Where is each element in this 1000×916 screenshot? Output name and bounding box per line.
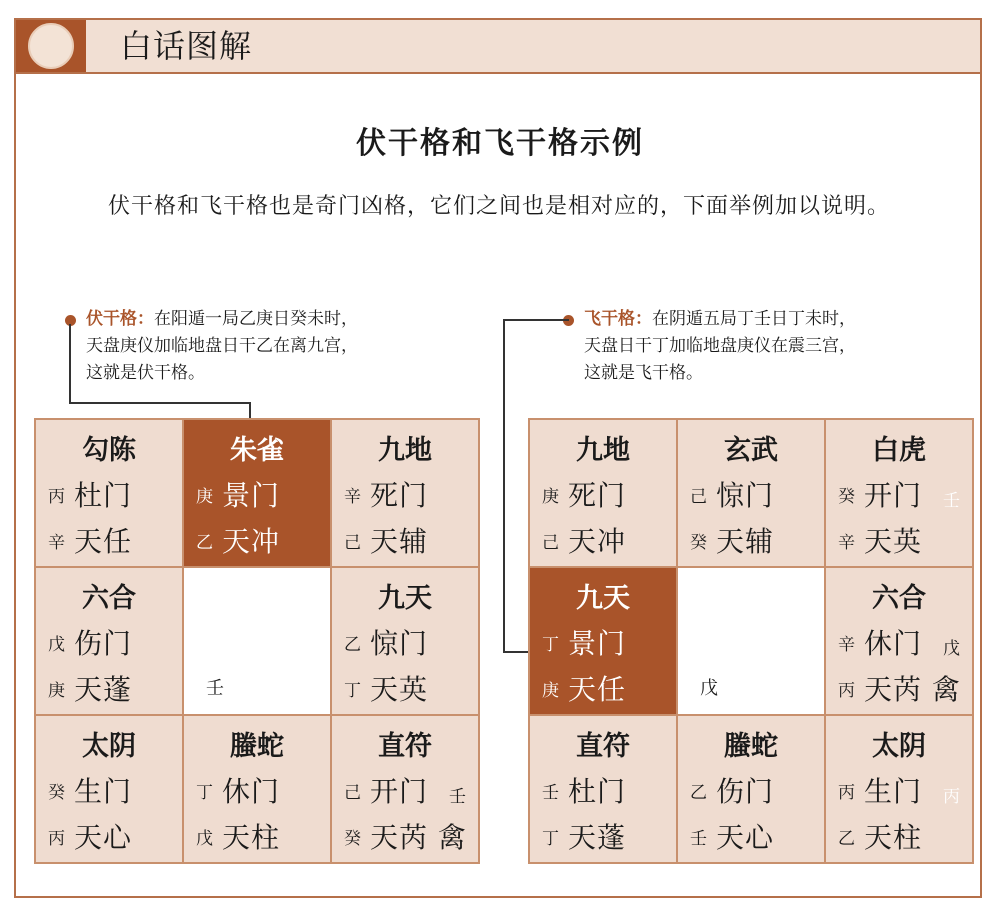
- door-row: [838, 772, 922, 808]
- palace-cell: [332, 568, 478, 714]
- left-note: [86, 306, 358, 387]
- heaven-stem: 癸: [838, 486, 855, 507]
- deity-name: 朱雀: [230, 435, 284, 466]
- heaven-stem: 丙: [838, 782, 855, 803]
- section-header: [14, 18, 982, 74]
- star-row: [542, 818, 626, 854]
- star-name: 天蓬: [74, 673, 133, 706]
- logo-block: [16, 20, 86, 72]
- extra-stem: 戊: [943, 639, 960, 659]
- deity-name: 螣蛇: [724, 731, 778, 762]
- palace-cell: [530, 568, 676, 714]
- door-row: [48, 772, 132, 808]
- palace-cell: [36, 568, 182, 714]
- star-row: [344, 522, 428, 558]
- star-row: [838, 670, 961, 706]
- star-name: 天辅: [716, 525, 775, 558]
- door-name: 伤门: [74, 627, 133, 660]
- door-name: 惊门: [716, 479, 775, 512]
- star-name: 天芮 禽: [370, 821, 467, 854]
- palace-cell: [184, 420, 330, 566]
- left-connector-h: [69, 402, 251, 404]
- star-row: [690, 818, 774, 854]
- center-stem: 戊: [700, 678, 718, 699]
- door-row: [542, 772, 626, 808]
- earth-stem: 丙: [48, 828, 65, 849]
- deity-name: 九地: [378, 435, 432, 466]
- star-name: 天柱: [222, 821, 281, 854]
- extra-stem: 壬: [449, 787, 466, 807]
- earth-stem: 丙: [838, 680, 855, 701]
- star-row: [838, 522, 922, 558]
- earth-stem: 庚: [48, 680, 65, 701]
- door-name: 生门: [864, 775, 923, 808]
- earth-stem: 癸: [344, 828, 361, 849]
- heaven-stem: 辛: [838, 634, 855, 655]
- door-row: [838, 476, 922, 512]
- earth-stem: 乙: [838, 828, 855, 849]
- heaven-stem: 丁: [196, 782, 213, 803]
- door-name: 开门: [370, 775, 429, 808]
- door-row: [344, 476, 428, 512]
- star-name: 天英: [864, 525, 923, 558]
- heaven-stem: 戊: [48, 634, 65, 655]
- door-row: [838, 624, 922, 660]
- deity-name: 六合: [82, 583, 136, 614]
- door-name: 景门: [568, 627, 627, 660]
- door-row: [196, 772, 280, 808]
- left-palace-grid: [34, 418, 480, 864]
- extra-stem: 丙: [943, 787, 960, 807]
- deity-name: 螣蛇: [230, 731, 284, 762]
- door-name: 休门: [222, 775, 281, 808]
- door-name: 开门: [864, 479, 923, 512]
- right-note-line-2: 天盘日干丁加临地盘庚仪在震三宫，: [584, 336, 856, 356]
- door-name: 生门: [74, 775, 133, 808]
- door-row: [48, 624, 132, 660]
- star-name: 天冲: [222, 525, 281, 558]
- star-row: [542, 522, 626, 558]
- door-row: [542, 624, 626, 660]
- header-title: 白话图解: [120, 27, 253, 65]
- door-name: 死门: [370, 479, 429, 512]
- heaven-stem: 乙: [690, 782, 707, 803]
- star-row: [196, 522, 280, 558]
- palace-cell: [530, 716, 676, 862]
- star-name: 天蓬: [568, 821, 627, 854]
- door-row: [542, 476, 626, 512]
- earth-stem: 己: [344, 532, 361, 553]
- earth-stem: 丁: [542, 828, 559, 849]
- earth-stem: 戊: [196, 828, 213, 849]
- star-row: [838, 818, 922, 854]
- intro-paragraph: 伏干格和飞干格也是奇门凶格，它们之间也是相对应的，下面举例加以说明。: [108, 194, 891, 219]
- heaven-stem: 癸: [48, 782, 65, 803]
- palace-cell: [678, 420, 824, 566]
- deity-name: 玄武: [724, 435, 778, 466]
- center-stem: 壬: [206, 678, 224, 699]
- deity-name: 直符: [378, 731, 432, 762]
- door-name: 景门: [222, 479, 281, 512]
- door-name: 休门: [864, 627, 923, 660]
- palace-cell: [332, 716, 478, 862]
- palace-cell: [826, 716, 972, 862]
- earth-stem: 丁: [344, 680, 361, 701]
- door-name: 伤门: [716, 775, 775, 808]
- palace-cell: [678, 568, 824, 714]
- extra-stem: 壬: [943, 491, 960, 511]
- star-name: 天任: [568, 673, 627, 706]
- earth-stem: 辛: [838, 532, 855, 553]
- star-row: [48, 670, 132, 706]
- star-name: 天任: [74, 525, 133, 558]
- door-row: [690, 476, 774, 512]
- star-name: 天柱: [864, 821, 923, 854]
- palace-cell: [530, 420, 676, 566]
- earth-stem: 乙: [196, 532, 213, 553]
- star-name: 天芮 禽: [864, 673, 961, 706]
- heaven-stem: 丙: [48, 486, 65, 507]
- right-connector-h1: [503, 319, 569, 321]
- star-row: [344, 670, 428, 706]
- right-note-line-1: 飞干格：在阴遁五局丁壬日丁未时，: [584, 309, 856, 329]
- palace-cell: [826, 568, 972, 714]
- right-palace-grid: [528, 418, 974, 864]
- door-row: [690, 772, 774, 808]
- left-note-label: 伏干格：: [86, 309, 154, 329]
- heaven-stem: 庚: [196, 486, 213, 507]
- deity-name: 九天: [576, 583, 630, 614]
- right-note-label: 飞干格：: [584, 309, 652, 329]
- star-row: [690, 522, 774, 558]
- star-row: [196, 818, 280, 854]
- right-connector-h2: [503, 651, 530, 653]
- star-name: 天英: [370, 673, 429, 706]
- star-name: 天心: [74, 821, 133, 854]
- earth-stem: 癸: [690, 532, 707, 553]
- deity-name: 九天: [378, 583, 432, 614]
- earth-stem: 壬: [690, 828, 707, 849]
- star-row: [344, 818, 467, 854]
- deity-name: 直符: [576, 731, 630, 762]
- earth-stem: 辛: [48, 532, 65, 553]
- deity-name: 白虎: [872, 435, 926, 466]
- door-row: [48, 476, 132, 512]
- door-name: 惊门: [370, 627, 429, 660]
- earth-stem: 庚: [542, 680, 559, 701]
- palace-cell: [36, 716, 182, 862]
- left-note-line-1: 伏干格：在阳遁一局乙庚日癸未时，: [86, 309, 358, 329]
- door-row: [196, 476, 280, 512]
- palace-cell: [184, 568, 330, 714]
- deity-name: 勾陈: [82, 435, 136, 466]
- right-note: [584, 306, 856, 387]
- right-note-line-3: 这就是飞干格。: [584, 363, 703, 383]
- heaven-stem: 己: [344, 782, 361, 803]
- door-name: 死门: [568, 479, 627, 512]
- article-title: 伏干格和飞干格示例: [356, 126, 644, 161]
- left-connector-v1: [69, 324, 71, 404]
- door-row: [344, 772, 428, 808]
- heaven-stem: 乙: [344, 634, 361, 655]
- deity-name: 太阴: [82, 731, 136, 762]
- right-connector-v: [503, 319, 505, 653]
- heaven-stem: 丁: [542, 634, 559, 655]
- door-row: [344, 624, 428, 660]
- deity-name: 九地: [576, 435, 630, 466]
- door-name: 杜门: [74, 479, 133, 512]
- palace-cell: [678, 716, 824, 862]
- left-note-line-3: 这就是伏干格。: [86, 363, 205, 383]
- star-name: 天冲: [568, 525, 627, 558]
- heaven-stem: 庚: [542, 486, 559, 507]
- deity-name: 六合: [872, 583, 926, 614]
- door-name: 杜门: [568, 775, 627, 808]
- earth-stem: 己: [542, 532, 559, 553]
- left-note-line-2: 天盘庚仪加临地盘日干乙在离九宫，: [86, 336, 358, 356]
- deity-name: 太阴: [872, 731, 926, 762]
- palace-cell: [184, 716, 330, 862]
- star-name: 天辅: [370, 525, 429, 558]
- star-name: 天心: [716, 821, 775, 854]
- star-row: [542, 670, 626, 706]
- palace-cell: [332, 420, 478, 566]
- emblem-logo: [28, 23, 74, 69]
- heaven-stem: 己: [690, 486, 707, 507]
- heaven-stem: 辛: [344, 486, 361, 507]
- heaven-stem: 壬: [542, 782, 559, 803]
- palace-cell: [826, 420, 972, 566]
- star-row: [48, 522, 132, 558]
- palace-cell: [36, 420, 182, 566]
- star-row: [48, 818, 132, 854]
